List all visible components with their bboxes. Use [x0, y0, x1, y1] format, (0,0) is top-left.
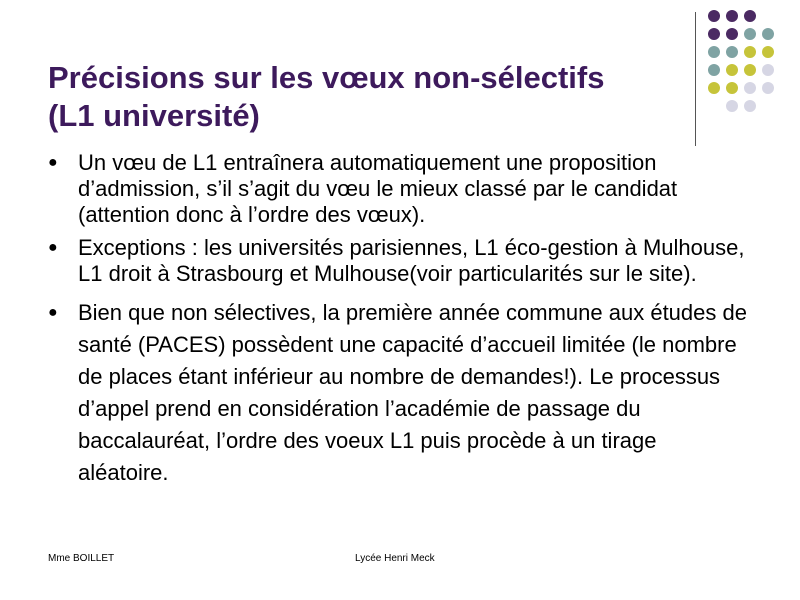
decorative-dot — [708, 10, 720, 22]
bullet-list — [48, 150, 748, 489]
decorative-dot — [708, 28, 720, 40]
decorative-dot — [744, 28, 756, 40]
bullet-text: Exceptions : les universités parisiennes, L1 éco-gestion à Mulhouse, L1 droit à Strasbourg et Mulhouse(voir particularités sur le site). — [78, 235, 745, 286]
decorative-dot — [726, 100, 738, 112]
decorative-dot — [744, 64, 756, 76]
decorative-dot — [708, 64, 720, 76]
footer-author: Mme BOILLET — [48, 553, 115, 564]
bullet-item — [48, 297, 748, 489]
decorative-dot — [762, 64, 774, 76]
footer-school: Lycée Henri Meck — [355, 553, 435, 564]
bullet-item — [48, 235, 748, 287]
decorative-dot-grid — [708, 10, 788, 130]
bullet-icon: ● — [48, 239, 58, 256]
decorative-dot — [708, 46, 720, 58]
decorative-dot — [744, 82, 756, 94]
title-line-2: (L1 université) — [48, 97, 260, 133]
bullet-item — [48, 150, 748, 228]
decorative-dot — [744, 46, 756, 58]
bullet-icon: ● — [48, 304, 58, 321]
decorative-dot — [726, 64, 738, 76]
slide-title — [48, 59, 698, 135]
bullet-text: Bien que non sélectives, la première année commune aux études de santé (PACES) possèdent une capacité d’accueil limitée (le nombre de places étant inférieur au nombre de demandes!). Le processus d’appel prend en considération l’académie de passage du baccalauréat, l’ordre des voeux L1 puis procède à un tirage aléatoire. — [78, 300, 747, 485]
decorative-dot — [726, 28, 738, 40]
decorative-dot — [726, 82, 738, 94]
decorative-dot — [744, 100, 756, 112]
decorative-dot — [708, 82, 720, 94]
decorative-dot — [762, 82, 774, 94]
decorative-dot — [762, 28, 774, 40]
title-line-1: Précisions sur les vœux non-sélectifs — [48, 59, 605, 95]
bullet-icon: ● — [48, 154, 58, 171]
decorative-dot — [726, 10, 738, 22]
decorative-dot — [726, 46, 738, 58]
decorative-dot — [762, 46, 774, 58]
decorative-dot — [744, 10, 756, 22]
bullet-text: Un vœu de L1 entraînera automatiquement une proposition d’admission, s’il s’agit du vœu le mieux classé par le candidat (attention donc à l’ordre des vœux). — [78, 150, 678, 227]
